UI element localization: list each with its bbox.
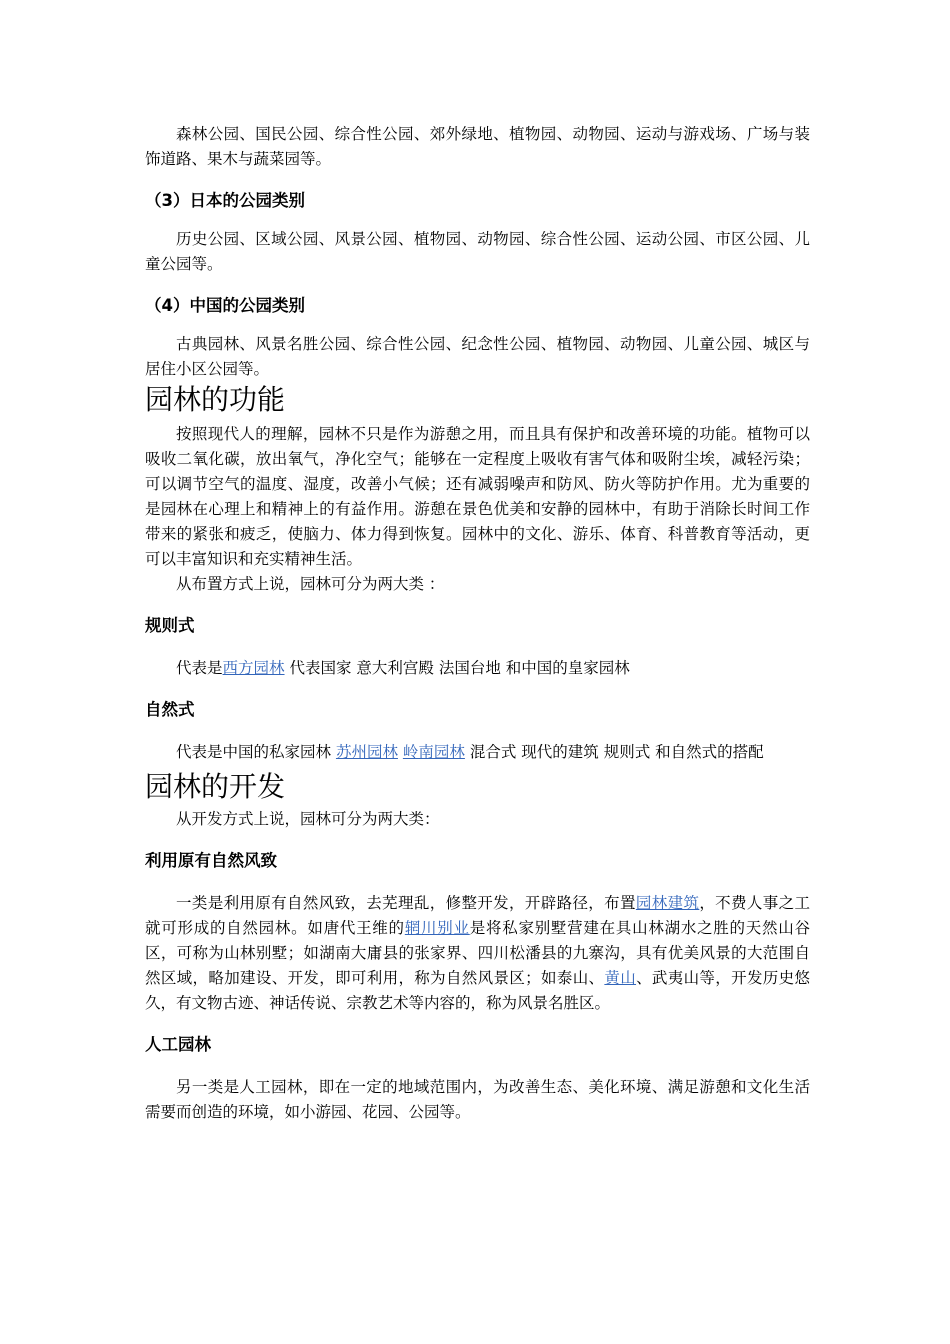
- heading-natural-style: 自然式: [145, 700, 195, 719]
- link-lingnan-garden[interactable]: 岭南园林: [402, 743, 465, 761]
- layout-intro-paragraph: 从布置方式上说，园林可分为两大类 ：: [176, 575, 445, 593]
- link-western-garden[interactable]: 西方园林: [222, 659, 285, 677]
- use-nature-text-3: 是将私家别墅营建在具山林湖水之胜的天然山谷区，可称为山林别墅；如湖南大庸县的张家界、四川松潘县的九寨沟，具有优美风景的大范围自然区域，略加建设、开发，即可利用，称为自然风景区；如泰山、: [145, 919, 810, 987]
- use-nature-text-1: 一类是利用原有自然风致，去芜理乱，修整开发，开辟路径，布置: [176, 894, 636, 912]
- development-intro-paragraph: 从开发方式上说，园林可分为两大类：: [176, 810, 440, 828]
- japan-park-types-paragraph: 历史公园、区域公园、风景公园、植物园、动物园、综合性公园、运动公园、市区公园、儿童公园等。: [145, 230, 810, 273]
- link-huangshan[interactable]: 黄山: [604, 969, 637, 987]
- natural-text-post: 混合式 现代的建筑 规则式 和自然式的搭配: [464, 743, 764, 761]
- heading-china-park-types: （4）中国的公园类别: [145, 296, 305, 315]
- use-nature-paragraph: [145, 891, 810, 1016]
- heading-regular-style: 规则式: [145, 616, 195, 635]
- heading-use-nature: 利用原有自然风致: [145, 851, 277, 870]
- document-page: [145, 118, 810, 1125]
- link-wangchuan-villa[interactable]: 辋川别业: [404, 919, 470, 937]
- regular-text-post: 代表国家 意大利宫殿 法国台地 和中国的皇家园林: [284, 659, 630, 677]
- use-nature-text-4: 、武夷山等，开发历史悠久，有文物古迹、神话传说、宗教艺术等内容的，称为风景名胜区。: [145, 969, 810, 1012]
- heading-garden-function: 园林的功能: [145, 383, 286, 416]
- natural-style-paragraph: [145, 740, 810, 765]
- use-nature-text-2: ，不费人事之工就可形成的自然园林。如唐代王维的: [145, 894, 810, 937]
- heading-artificial-garden: 人工园林: [145, 1035, 211, 1054]
- park-types-paragraph: 森林公园、国民公园、综合性公园、郊外绿地、植物园、动物园、运动与游戏场、广场与装饰道路、果木与蔬菜园等。: [145, 125, 810, 168]
- regular-style-paragraph: [145, 656, 810, 681]
- natural-text-pre: 代表是中国的私家园林: [176, 743, 336, 761]
- garden-function-paragraph: 按照现代人的理解，园林不只是作为游憩之用，而且具有保护和改善环境的功能。植物可以吸收二氧化碳，放出氧气，净化空气；能够在一定程度上吸收有害气体和吸附尘埃，减轻污染；可以调节空气的温度、湿度，改善小气候；还有减弱噪声和防风、防火等防护作用。尤为重要的是园林在心理上和精神上的有益作用。游憩在景色优美和安静的园林中，有助于消除长时间工作带来的紧张和疲乏，使脑力、体力得到恢复。园林中的文化、游乐、体育、科普教育等活动，更可以丰富知识和充实精神生活。: [145, 425, 810, 568]
- link-suzhou-garden[interactable]: 苏州园林: [335, 743, 398, 761]
- artificial-garden-paragraph: 另一类是人工园林，即在一定的地域范围内，为改善生态、美化环境、满足游憩和文化生活需要而创造的环境，如小游园、花园、公园等。: [145, 1078, 810, 1121]
- heading-japan-park-types: （3）日本的公园类别: [145, 191, 305, 210]
- regular-text-pre: 代表是: [176, 659, 223, 677]
- link-garden-architecture[interactable]: 园林建筑: [635, 894, 700, 912]
- china-park-types-paragraph: 古典园林、风景名胜公园、综合性公园、纪念性公园、植物园、动物园、儿童公园、城区与居住小区公园等。: [145, 335, 810, 378]
- heading-garden-development: 园林的开发: [145, 770, 286, 803]
